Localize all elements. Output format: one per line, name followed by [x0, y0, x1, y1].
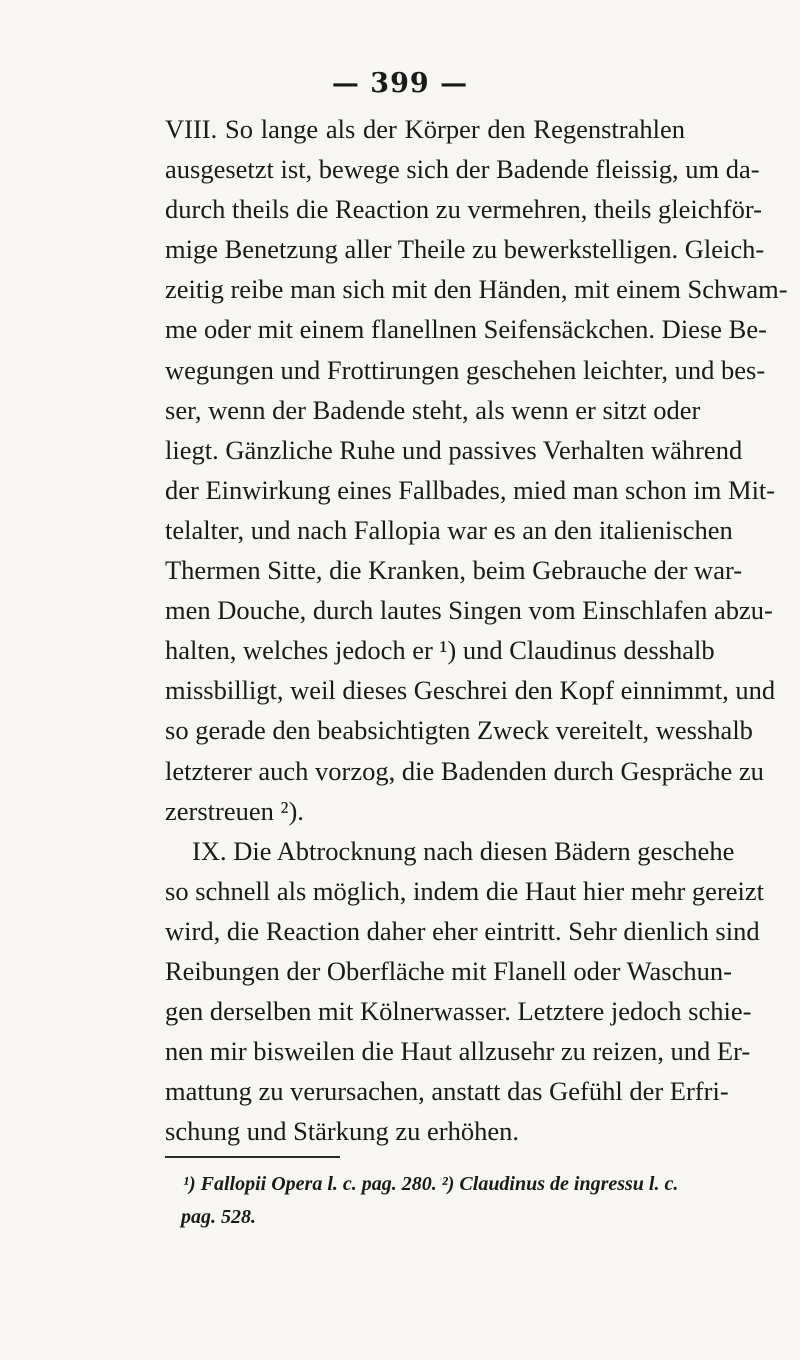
text-line: wird, die Reaction daher eher eintritt. Sehr dienlich sind	[165, 915, 760, 946]
text-line: zerstreuen ²).	[165, 795, 304, 826]
page-number: — 399 —	[331, 68, 469, 99]
text-line: so schnell als möglich, indem die Haut hier mehr gereizt	[165, 875, 765, 906]
text-line: der Einwirkung eines Fallbades, mied man schon im Mit-	[165, 474, 776, 505]
text-line: ser, wenn der Badende steht, als wenn er sitzt oder	[165, 394, 701, 425]
text-line: IX. Die Abtrocknung nach diesen Bädern geschehe	[192, 835, 735, 866]
text-line: Thermen Sitte, die Kranken, beim Gebrauche der war-	[165, 555, 743, 586]
text-line: missbilligt, weil dieses Geschrei den Kopf einnimmt, und	[165, 675, 776, 706]
text-line: VIII. So lange als der Körper den Regenstrahlen	[165, 114, 685, 144]
text-line: schung und Stärkung zu erhöhen.	[165, 1116, 519, 1147]
text-line: telalter, und nach Fallopia war es an den italienischen	[165, 514, 733, 545]
text-line: nen mir bisweilen die Haut allzusehr zu reizen, und Er-	[165, 1036, 751, 1067]
footnote-line: pag. 528.	[181, 1206, 256, 1228]
text-line: mattung zu verursachen, anstatt das Gefühl der Erfri-	[165, 1076, 729, 1107]
body-text	[165, 109, 788, 1151]
text-line: halten, welches jedoch er ¹) und Claudinus desshalb	[165, 635, 715, 666]
text-line: liegt. Gänzliche Ruhe und passives Verhalten während	[165, 434, 743, 465]
text-line: mige Benetzung aller Theile zu bewerkstelligen. Gleich-	[165, 234, 765, 265]
text-line: gen derselben mit Kölnerwasser. Letztere jedoch schie-	[165, 996, 752, 1027]
text-line: so gerade den beabsichtigten Zweck vereitelt, wesshalb	[165, 715, 753, 746]
text-line: durch theils die Reaction zu vermehren, theils gleichför-	[165, 194, 762, 225]
footnote-line: ¹) Fallopii Opera l. c. pag. 280. ²) Claudinus de ingressu l. c.	[183, 1173, 679, 1195]
text-line: men Douche, durch lautes Singen vom Einschlafen abzu-	[165, 595, 773, 626]
text-line: ausgesetzt ist, bewege sich der Badende fleissig, um da-	[165, 154, 760, 185]
text-line: zeitig reibe man sich mit den Händen, mit einem Schwam-	[165, 274, 788, 305]
text-line: Reibungen der Oberfläche mit Flanell oder Waschun-	[165, 955, 732, 986]
footnotes	[183, 1168, 683, 1234]
footnote-divider	[165, 1156, 340, 1158]
text-line: letzterer auch vorzog, die Badenden durch Gespräche zu	[165, 755, 764, 786]
text-line: me oder mit einem flanellnen Seifensäckchen. Diese Be-	[165, 314, 767, 345]
text-line: wegungen und Frottirungen geschehen leichter, und bes-	[165, 354, 766, 385]
